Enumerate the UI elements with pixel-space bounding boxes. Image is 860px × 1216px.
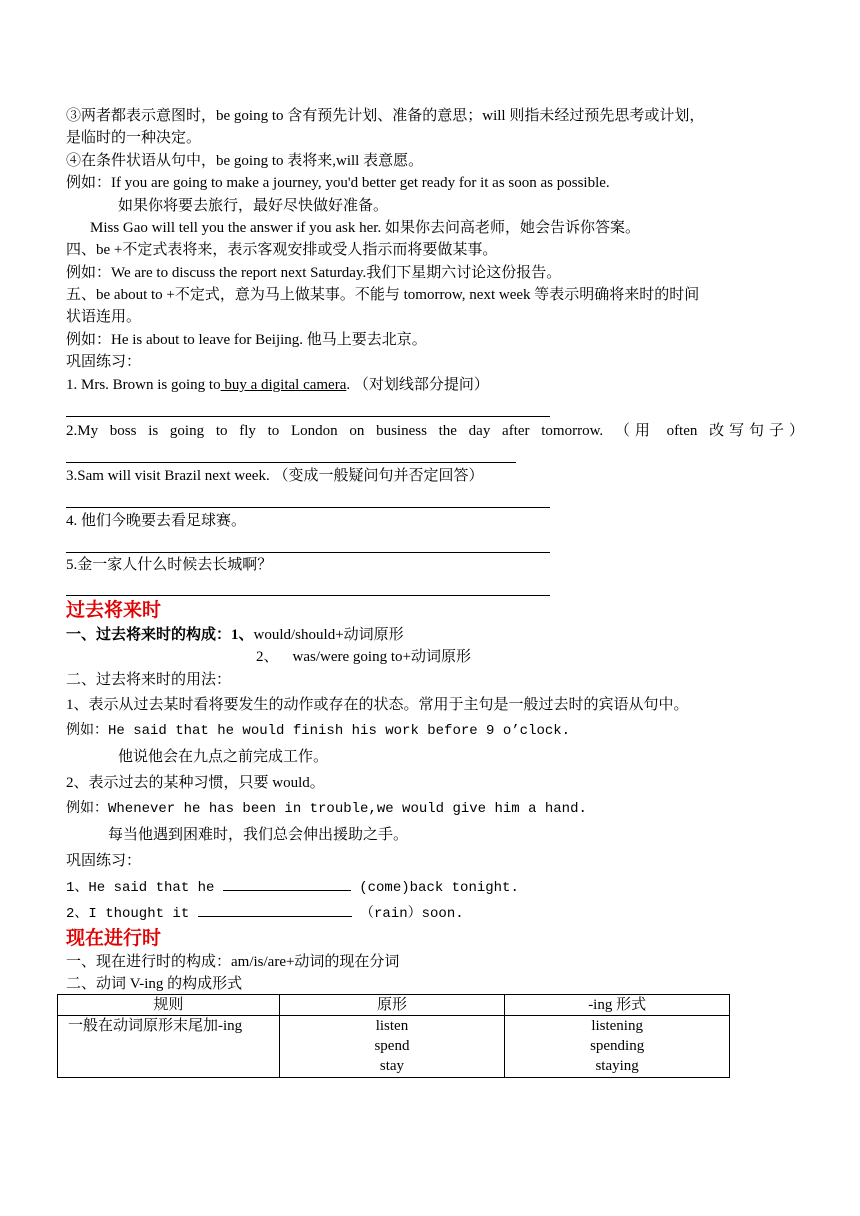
present-progressive-form: 一、现在进行时的构成：am/is/are+动词的现在分词 [66, 954, 400, 970]
answer-blank-2[interactable] [66, 462, 516, 463]
section-heading-present-progressive: 现在进行时 [66, 927, 162, 949]
exercise-1 [66, 374, 489, 396]
text-line: 例如：He is about to leave for Beijing. 他马上要去北京。 [66, 332, 427, 348]
exercise-1-underlined: buy a digital camera [220, 377, 347, 393]
answer-blank-3[interactable] [66, 507, 550, 508]
fill-blank[interactable] [198, 902, 352, 917]
exercise-4: 4. 他们今晚要去看足球赛。 [66, 513, 247, 529]
practice-2-item-2 [66, 902, 464, 925]
ving-table [57, 994, 730, 1078]
rule-cell: 一般在动词原形末尾加-ing [58, 1016, 280, 1078]
text-line: Miss Gao will tell you the answer if you ask her. 如果你去问高老师，她会告诉你答案。 [90, 220, 640, 236]
table-header-row [58, 995, 730, 1016]
ing-form: staying [595, 1058, 639, 1074]
text-line: 例如：We are to discuss the report next Saturday.我们下星期六讨论这份报告。 [66, 265, 562, 281]
text-line: 五、be about to +不定式，意为马上做某事。不能与 tomorrow, next week 等表示明确将来时的时间 [66, 287, 700, 303]
usage-2-example: 例如：Whenever he has been in trouble,we would give him a hand. [66, 801, 587, 817]
practice-2-item-2-prefix: 2、I thought it [66, 906, 190, 922]
form-label: 一、过去将来时的构成：1、 [66, 627, 254, 643]
answer-blank-5[interactable] [66, 595, 550, 596]
exercise-1-prefix: 1. Mrs. Brown is going to [66, 377, 221, 393]
column-header: -ing 形式 [505, 995, 730, 1016]
text-line: 如果你将要去旅行，最好尽快做好准备。 [118, 198, 389, 214]
text-line: 例如：If you are going to make a journey, you'd better get ready for it as soon as possible. [66, 175, 610, 191]
past-future-form-line-2 [256, 646, 471, 668]
practice-2-item-2-suffix: （rain）soon. [351, 906, 464, 922]
practice-2-item-1 [66, 876, 519, 899]
fill-blank[interactable] [223, 876, 351, 891]
exercise-3: 3.Sam will visit Brazil next week. （变成一般疑问句并否定回答） [66, 468, 484, 484]
ing-form: spending [590, 1038, 645, 1054]
answer-blank-1[interactable] [66, 416, 550, 417]
usage-1-translation: 他说他会在九点之前完成工作。 [118, 749, 329, 765]
table-row [58, 1016, 730, 1078]
usage-2: 2、表示过去的某种习惯，只要 would。 [66, 775, 325, 791]
exercise-2: 2.My boss is going to fly to London on business the day after tomorrow. （用 often 改写句子） [66, 423, 804, 439]
practice-title: 巩固练习： [66, 354, 142, 370]
ing-form: listening [591, 1018, 643, 1034]
text-line: 状语连用。 [66, 309, 142, 325]
exercise-5: 5.金一家人什么时候去长城啊？ [66, 557, 273, 573]
base-form: stay [379, 1058, 405, 1074]
text-line: ④在条件状语从句中，be going to 表将来,will 表意愿。 [66, 153, 424, 169]
form-1: would/should+动词原形 [253, 627, 404, 643]
practice-2-item-1-prefix: 1、He said that he [66, 880, 215, 896]
base-form-cell [279, 1016, 505, 1078]
exercise-1-suffix: . （对划线部分提问） [346, 377, 489, 393]
text-line: 是临时的一种决定。 [66, 130, 202, 146]
base-form: spend [374, 1038, 410, 1054]
usage-1-example: 例如：He said that he would finish his work before 9 o’clock. [66, 723, 571, 739]
column-header: 原形 [279, 995, 505, 1016]
section-heading-past-future: 过去将来时 [66, 599, 162, 621]
usage-title: 二、过去将来时的用法： [66, 672, 232, 688]
practice-title-2: 巩固练习： [66, 853, 142, 869]
form-2: was/were going to+动词原形 [292, 649, 471, 665]
base-form: listen [375, 1018, 409, 1034]
ing-form-cell [505, 1016, 730, 1078]
form-2-number: 2、 [256, 649, 279, 665]
usage-2-translation: 每当他遇到困难时，我们总会伸出援助之手。 [108, 827, 409, 843]
text-line: 四、be +不定式表将来，表示客观安排或受人指示而将要做某事。 [66, 242, 498, 258]
past-future-form-line-1 [66, 624, 404, 646]
ving-title: 二、动词 V-ing 的构成形式 [66, 976, 243, 992]
text-line: ③两者都表示意图时，be going to 含有预先计划、准备的意思；will 则指未经过预先思考或计划， [66, 108, 705, 124]
practice-2-item-1-suffix: (come)back tonight. [350, 880, 519, 896]
column-header: 规则 [58, 995, 280, 1016]
answer-blank-4[interactable] [66, 552, 550, 553]
usage-1: 1、表示从过去某时看将要发生的动作或存在的状态。常用于主句是一般过去时的宾语从句中。 [66, 697, 689, 713]
